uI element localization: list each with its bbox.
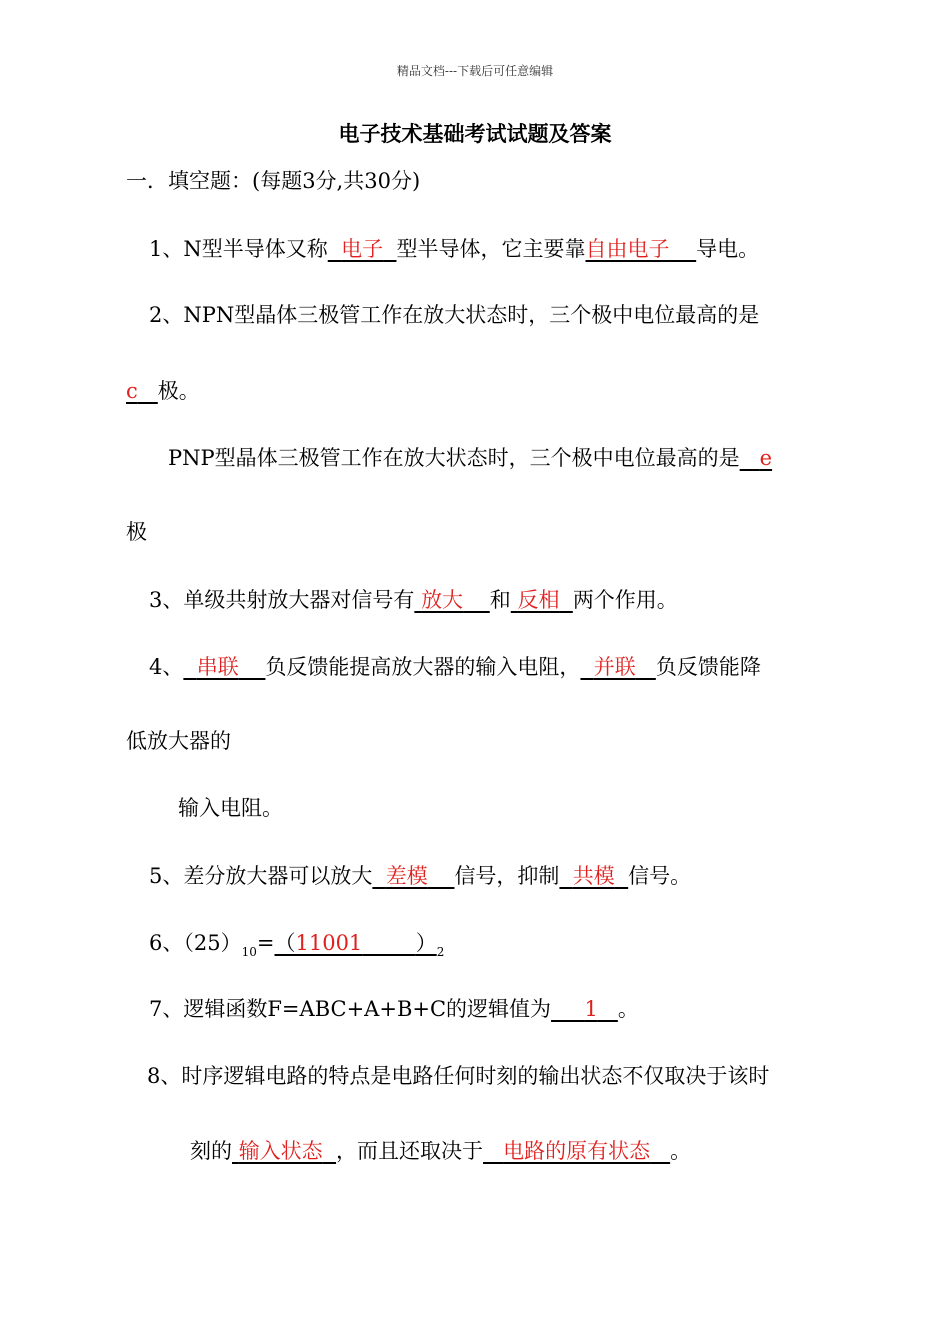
q2-blank-1 [126, 379, 158, 403]
q8-text-post: 。 [670, 1139, 692, 1163]
question-2-line-3 [168, 443, 772, 473]
q6-text: 6、（25） [149, 931, 242, 955]
q5-text-post: 信号。 [628, 864, 692, 888]
q6-equals: = [256, 931, 275, 955]
q6-subscript-base-10: 10 [241, 945, 257, 959]
q1-answer-1: 电子 [341, 237, 384, 261]
q8-answer-1: 输入状态 [238, 1139, 323, 1163]
q1-answer-2: 自由电子 [585, 237, 670, 261]
question-2-line-1: 2、NPN型晶体三极管工作在放大状态时，三个极中电位最高的是 [149, 303, 760, 327]
q5-answer-1: 差模 [385, 864, 428, 888]
q4-answer-1: 串联 [196, 655, 239, 679]
question-4-line-2: 低放大器的 [126, 729, 231, 753]
q1-text: 1、N型半导体又称 [149, 237, 328, 261]
page-header: 精品文档---下载后可任意编辑 [396, 64, 554, 78]
q1-blank-1 [328, 237, 397, 261]
q2-text-pnp: PNP型晶体三极管工作在放大状态时，三个极中电位最高的是 [168, 446, 740, 470]
question-4 [149, 652, 761, 682]
q2-blank-2 [740, 446, 772, 470]
q5-blank-2 [559, 864, 628, 888]
q2-text-post: 极。 [157, 379, 200, 403]
q6-paren-close: ） [415, 931, 437, 955]
q3-blank-1 [414, 588, 489, 612]
question-3 [149, 585, 678, 615]
q3-answer-1: 放大 [421, 588, 464, 612]
question-2-line-2 [126, 376, 200, 406]
q8-text: 刻的 [190, 1139, 232, 1163]
question-8-line-2 [190, 1136, 691, 1166]
q4-text-post: 负反馈能降 [655, 655, 761, 679]
q8-blank-1 [232, 1139, 336, 1163]
page-title: 电子技术基础考试试题及答案 [338, 121, 612, 146]
q4-text: 4、 [149, 655, 184, 679]
q7-blank [551, 997, 618, 1021]
question-7 [149, 994, 639, 1024]
q2-answer-1: c [126, 379, 138, 403]
q5-text: 5、差分放大器可以放大 [149, 864, 373, 888]
q4-text-mid: 负反馈能提高放大器的输入电阻， [265, 655, 581, 679]
q5-blank-1 [372, 864, 454, 888]
q7-text: 7、逻辑函数F=ABC+A+B+C的逻辑值为 [149, 997, 552, 1021]
q3-text-mid: 和 [489, 588, 511, 612]
q6-subscript-base-2: 2 [436, 945, 445, 959]
q8-text-mid: ，而且还取决于 [336, 1139, 484, 1163]
q4-blank-2 [580, 655, 655, 679]
q1-blank-2 [585, 237, 696, 261]
q6-blank [274, 931, 445, 959]
q3-blank-2 [511, 588, 573, 612]
q8-blank-2 [483, 1139, 670, 1163]
question-4-line-3: 输入电阻。 [178, 796, 283, 820]
q8-answer-2: 电路的原有状态 [503, 1139, 651, 1163]
q3-text: 3、单级共射放大器对信号有 [149, 588, 415, 612]
q7-text-post: 。 [617, 997, 639, 1021]
question-6 [149, 928, 444, 967]
section-heading: 一．填空题：(每题3分,共30分) [126, 169, 421, 193]
q5-answer-2: 共模 [572, 864, 615, 888]
q3-text-post: 两个作用。 [572, 588, 678, 612]
q7-answer: 1 [584, 997, 598, 1021]
question-2-line-4: 极 [126, 520, 147, 544]
q5-text-mid: 信号，抑制 [454, 864, 560, 888]
question-5 [149, 861, 691, 891]
q2-answer-2: e [759, 446, 773, 470]
q4-blank-1 [183, 655, 265, 679]
q3-answer-2: 反相 [517, 588, 560, 612]
q4-answer-2: 并联 [593, 655, 636, 679]
q1-text-mid: 型半导体，它主要靠 [396, 237, 586, 261]
question-8-line-1: 8、时序逻辑电路的特点是电路任何时刻的输出状态不仅取决于该时 [147, 1064, 770, 1088]
q6-answer: 11001 [295, 931, 363, 955]
question-1 [149, 234, 759, 264]
q1-text-post: 导电。 [696, 237, 760, 261]
q6-paren-open: （ [274, 931, 296, 955]
